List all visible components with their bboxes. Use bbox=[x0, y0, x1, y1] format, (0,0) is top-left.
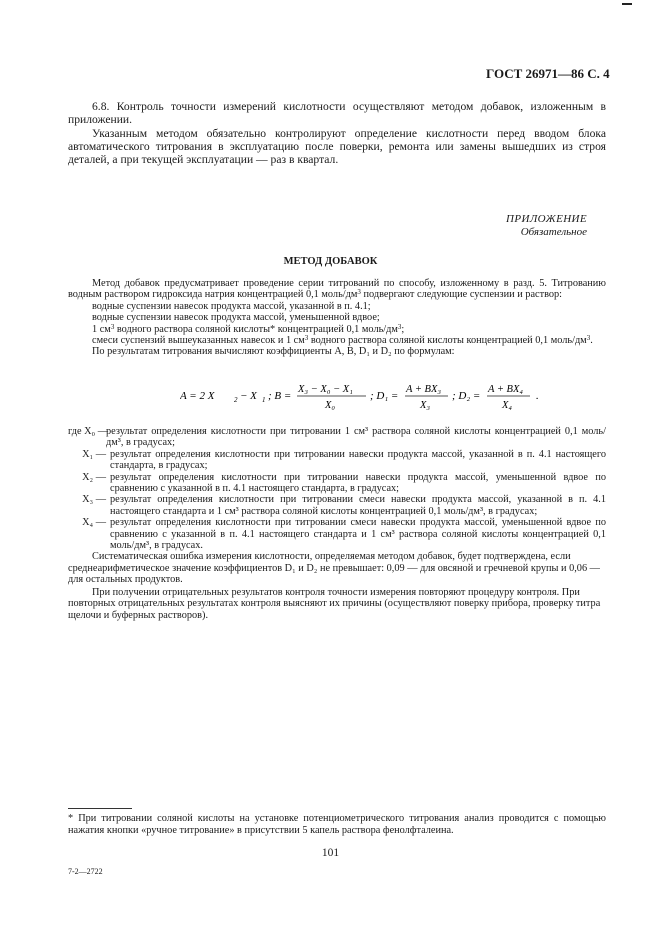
appendix-title: ПРИЛОЖЕНИЕ bbox=[506, 213, 587, 225]
intro-item: водные суспензии навесок продукта массой, указанной в п. 4.1; bbox=[92, 300, 371, 312]
page-number: 101 bbox=[321, 847, 340, 859]
footnote: * При титровании соляной кислоты на установке потенциометрического титрования анализ проводится с помощью нажатия кнопки «ручное титрование» в присутствии 5 капель раствора фенолфталеина. bbox=[68, 813, 606, 836]
formula-a-lhs: A = 2 X bbox=[180, 390, 215, 402]
appendix-status: Обязательное bbox=[520, 226, 587, 238]
definition-label: где X₀ — bbox=[68, 426, 108, 437]
formula-sub: 2 bbox=[234, 396, 238, 404]
section-title: МЕТОД ДОБАВОК bbox=[283, 256, 378, 267]
formula-b-num: X₃ − X₀ − X₁ bbox=[298, 384, 353, 395]
formula-d2-num: A + BX₄ bbox=[488, 384, 524, 395]
paragraph-method: Указанным методом обязательно контролируют определение кислотности перед вводом блока автоматического титрования в эксплуатацию после поверки, ремонта или замены вышедших из строя деталей, а при текущей эксплуатации — раз в квартал. bbox=[68, 127, 606, 166]
intro-item: смеси суспензий вышеуказанных навесок и 1 $см^3$ водного раствора соляной кислоты концентрацией 0,1 моль/$дм^3$. bbox=[92, 334, 593, 347]
footnote-rule bbox=[68, 808, 132, 809]
formula-b-den: X₀ bbox=[325, 400, 336, 411]
formula-d2-lhs: ; D₂ = bbox=[452, 390, 481, 402]
definition-item bbox=[68, 472, 606, 495]
print-code: 7-2—2722 bbox=[68, 867, 103, 876]
coefficient-formula bbox=[180, 378, 640, 414]
corner-mark bbox=[622, 3, 632, 5]
formula-d1-den: X₃ bbox=[420, 400, 431, 411]
definition-item bbox=[68, 494, 606, 517]
formula-a-rhs: − X bbox=[240, 390, 257, 402]
formula-end: . bbox=[536, 390, 539, 402]
formula-sub: 1 bbox=[262, 396, 266, 404]
formula-d2-den: X₄ bbox=[502, 400, 513, 411]
intro-line: Метод добавок предусматривает проведение серии титрований по способу, изложенному в разд. 5. Титрованию водным раствором гидроксида натрия концентрацией 0,1 моль/$дм^3$ подвергают следующие суспензии и раствор: bbox=[68, 278, 606, 301]
definition-text: результат определения кислотности при титровании смеси навески продукта массой, уменьшенной вдвое по сравнению с указанной в п. 4.1 настоящего стандарта и 1 см³ раствора соляной кислоты концентрацией 0,1 моль/дм³, в градусах. bbox=[110, 517, 606, 552]
formula-d1-num: A + BX₃ bbox=[406, 384, 442, 395]
paragraph-6-8: 6.8. Контроль точности измерений кислотности осуществляют методом добавок, изложенным в приложении. bbox=[68, 100, 606, 126]
intro-item: водные суспензии навесок продукта массой, уменьшенной вдвое; bbox=[92, 312, 380, 324]
definition-label: X₂ — bbox=[82, 471, 106, 483]
formula-b-lhs: ; B = bbox=[268, 390, 292, 402]
definition-text: результат определения кислотности при титровании навески продукта массой, уменьшенной вдвое по сравнению с указанной в п. 4.1 настоящего стандарта, в градусах; bbox=[110, 471, 606, 495]
definition-text: результат определения кислотности при титровании навески продукта массой, указанной в п. 4.1 настоящего стандарта, в градусах; bbox=[110, 448, 606, 472]
error-paragraph: Систематическая ошибка измерения кислотности, определяемая методом добавок, будет подтверждена, если среднеарифметическое значение коэффициентов D₁ и D₂ не превышает: 0,09 — для овсяной и гречневой крупы и 0,06 — для остальных продуктов. bbox=[68, 551, 600, 586]
definition-item bbox=[68, 449, 606, 472]
definition-label: X₃ — bbox=[82, 494, 106, 506]
definition-item bbox=[68, 426, 606, 449]
coefficient-intro: По результатам титрования вычисляют коэффициенты A, B, D₁ и D₂ по формулам: bbox=[92, 346, 455, 358]
definitions-list bbox=[68, 426, 606, 621]
definition-label: X₁ — bbox=[82, 448, 106, 460]
formula-d1-lhs: ; D₁ = bbox=[370, 390, 399, 402]
definition-text: результат определения кислотности при титровании 1 см³ раствора соляной кислоты концентрацией 0,1 моль/дм³, в градусах; bbox=[106, 426, 606, 449]
intro-block bbox=[68, 278, 606, 358]
definition-item bbox=[68, 517, 606, 551]
definition-text: результат определения кислотности при титровании смеси навески продукта массой, указанной в п. 4.1 настоящего стандарта и 1 см³ раствора соляной кислоты концентрацией 0,1 моль/дм³, в градусах; bbox=[110, 494, 606, 517]
definition-label: X₄ — bbox=[82, 517, 106, 529]
negative-paragraph: При получении отрицательных результатов контроля точности измерения повторяют процедуру контроля. При повторных отрицательных результатах контроля выясняют их причины (осуществляют поверку прибора, проверку титра щелочи и буферных растворов). bbox=[68, 586, 601, 621]
appendix-label bbox=[506, 213, 587, 239]
page-header: ГОСТ 26971—86 С. 4 bbox=[486, 66, 610, 81]
intro-item: 1 $см^3$ водного раствора соляной кислоты* концентрацией 0,1 моль/$дм^3$; bbox=[92, 322, 405, 335]
